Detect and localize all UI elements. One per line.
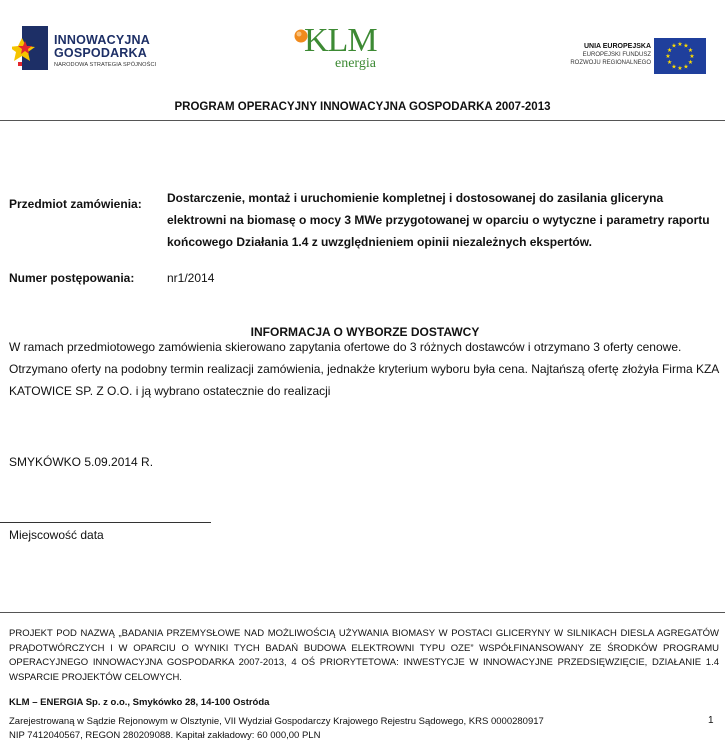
- svg-text:★: ★: [666, 47, 673, 54]
- company-line: KLM – ENERGIA Sp. z o.o., Smykówko 28, 14-100 Ostróda: [9, 697, 270, 708]
- signature-label: Miejscowość data: [9, 528, 104, 542]
- ig-star-icon: [12, 24, 50, 74]
- eu-logo: [548, 36, 708, 76]
- ig-logo-line2: GOSPODARKA: [54, 46, 147, 60]
- info-title: INFORMACJA O WYBORZE DOSTAWCY: [250, 325, 480, 339]
- klm-logo-name: KLM: [304, 22, 377, 59]
- svg-text:★: ★: [677, 41, 683, 48]
- header-divider: [0, 120, 725, 121]
- page-number: 1: [708, 715, 714, 726]
- svg-text:★: ★: [687, 47, 694, 54]
- eu-flag-icon: [654, 38, 706, 74]
- number-label: Numer postępowania:: [9, 271, 135, 285]
- place-date: SMYKÓWKO 5.09.2014 R.: [9, 455, 154, 469]
- svg-text:★: ★: [687, 59, 694, 66]
- project-description: PROJEKT POD NAZWĄ „BADANIA PRZEMYSŁOWE NAD MOŻLIWOŚCIĄ UŻYWANIA BIOMASY W POSTACI GLICERYNY W SILNIKACH DIESLA AGREGATÓW PRĄDOTWÓRCZYCH I W OPARCIU O WYNIKI TYCH BADAŃ BUDOWA ELEKTROWNI TYPU OZE” WSPÓŁFINANSOWANY ZE ŚRODKÓW PROGRAMU OPERACYJNEGO INNOWACYJNA GOSPODARKA 2007-2013, 4 OŚ PRIORYTETOWA: INWESTYCJE W INNOWACYJNE PRZEDSIĘWZIĘCIE, DZIAŁANIE 1.4 WSPARCIE PROJEKTÓW CELOWYCH.: [9, 628, 719, 683]
- klm-logo-sub: energia: [335, 56, 376, 71]
- svg-text:★: ★: [683, 42, 689, 50]
- number-value: nr1/2014: [167, 271, 215, 285]
- ig-logo-line1: INNOWACYJNA: [54, 33, 150, 47]
- info-text: W ramach przedmiotowego zamówienia skierowano zapytania ofertowe do 3 różnych dostawców i otrzymano 3 oferty cenowe. Otrzymano oferty na podobny termin realizacji zamówienia, jednakże kryterium wyboru była cena. Najtańszą ofertę złożyła Firma KZA KATOWICE SP. Z O.O. i ją wybrano ostatecznie do realizacji: [9, 340, 719, 398]
- subject-text: Dostarczenie, montaż i uruchomienie kompletnej i dostosowanej do zasilania gliceryna elektrowni na biomasę o mocy 3 MWe przygotowanej w oparciu o wytyczne i parametry raportu końcowego Działania 1.4 z uwzględnieniem opinii niezależnych ekspertów.: [167, 191, 710, 249]
- svg-text:★: ★: [665, 53, 671, 60]
- eu-logo-line3: ROZWOJU REGIONALNEGO: [570, 60, 651, 66]
- signature-line: [0, 522, 211, 523]
- program-title: PROGRAM OPERACYJNY INNOWACYJNA GOSPODARKA 2007-2013: [174, 101, 551, 113]
- subject-label: Przedmiot zamówienia:: [9, 197, 142, 211]
- registry-info: [9, 715, 649, 743]
- footer-divider: [0, 612, 725, 613]
- ig-logo-line3: NARODOWA STRATEGIA SPÓJNOŚCI: [54, 62, 157, 68]
- svg-text:★: ★: [671, 63, 677, 71]
- svg-text:★: ★: [683, 63, 689, 71]
- svg-text:★: ★: [671, 42, 677, 50]
- eu-logo-line2: EUROPEJSKI FUNDUSZ: [582, 52, 651, 58]
- svg-text:★: ★: [677, 65, 683, 72]
- registry-line1: Zarejestrowaną w Sądzie Rejonowym w Olsztynie, VII Wydział Gospodarczy Krajowego Rejestru Sądowego, KRS 0000280917: [9, 716, 544, 727]
- klm-energia-logo: [290, 22, 400, 78]
- svg-text:★: ★: [689, 53, 695, 60]
- registry-line2: NIP 7412040567, REGON 280209088. Kapitał zakładowy: 60 000,00 PLN: [9, 730, 321, 741]
- innowacyjna-gospodarka-logo: [12, 24, 182, 76]
- svg-text:★: ★: [666, 59, 673, 66]
- eu-logo-line1: UNIA EUROPEJSKA: [583, 43, 651, 50]
